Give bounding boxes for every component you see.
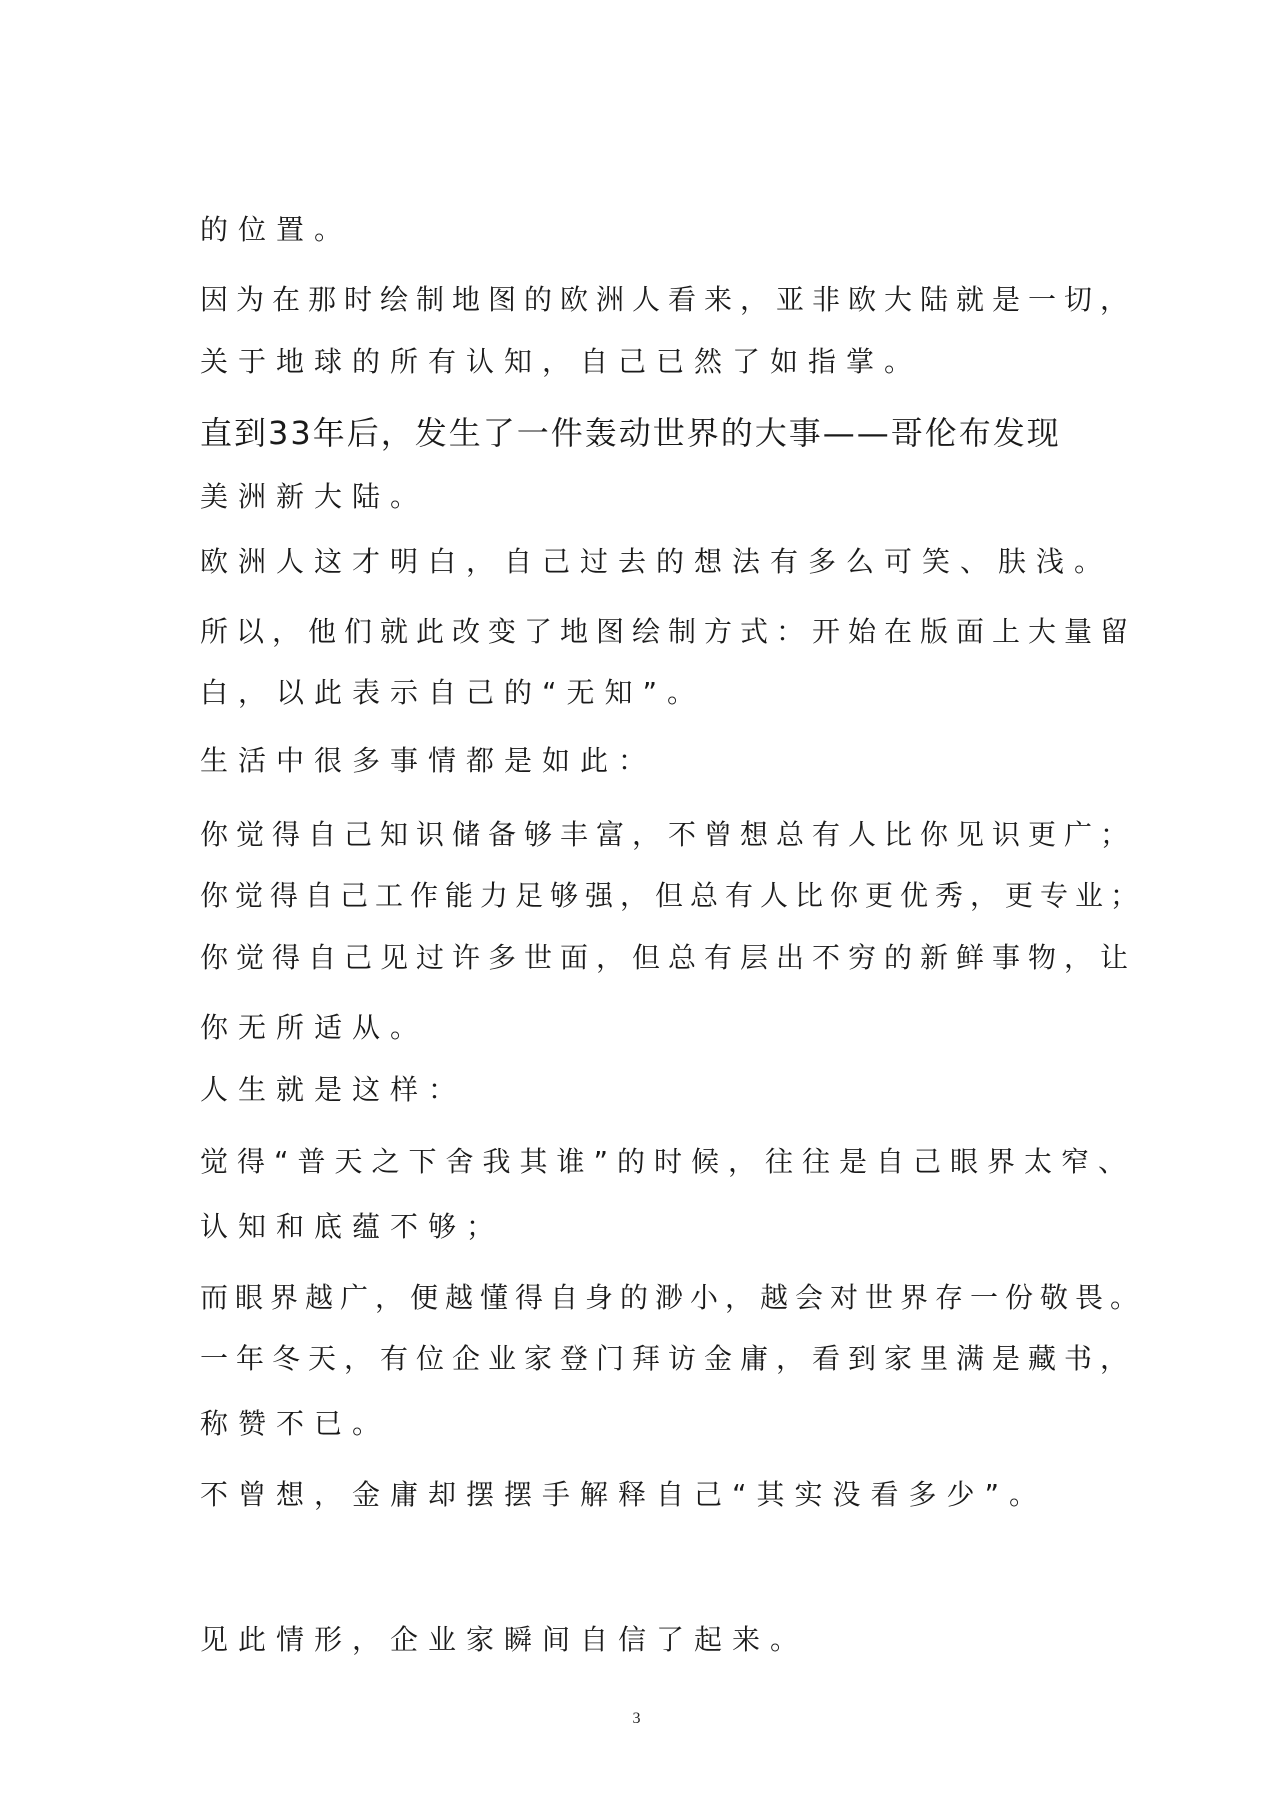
text-line: 白，以此表示自己的“无知”。	[200, 676, 706, 709]
text-line: 认知和底蕴不够；	[200, 1210, 505, 1243]
text-line: 称赞不已。	[200, 1407, 391, 1440]
text-line: 关于地球的所有认知，自己已然了如指掌。	[200, 345, 923, 378]
text-line: 见此情形，企业家瞬间自信了起来。	[200, 1623, 809, 1656]
text-line: 不曾想，金庸却摆摆手解释自己“其实没看多少”。	[200, 1478, 1048, 1511]
text-line: 而眼界越广，便越懂得自身的渺小，越会对世界存一份敬畏。	[200, 1281, 1146, 1314]
text-line: 觉得“普天之下舍我其谁”的时候，往往是自己眼界太窄、	[200, 1145, 1136, 1178]
text-line: 因为在那时绘制地图的欧洲人看来，亚非欧大陆就是一切，	[200, 283, 1137, 316]
text-line: 你无所适从。	[200, 1011, 429, 1044]
page-number: 3	[632, 1710, 641, 1727]
text-line: 欧洲人这才明白，自己过去的想法有多么可笑、肤浅。	[200, 545, 1113, 578]
text-line: 你觉得自己知识储备够丰富，不曾想总有人比你见识更广；	[200, 818, 1137, 851]
text-line: 一年冬天，有位企业家登门拜访金庸，看到家里满是藏书，	[200, 1342, 1137, 1375]
text-line: 直到33年后，发生了一件轰动世界的大事——哥伦布发现	[200, 414, 1061, 452]
text-line: 美洲新大陆。	[200, 480, 429, 513]
text-line: 你觉得自己见过许多世面，但总有层出不穷的新鲜事物，让	[200, 941, 1137, 974]
text-line: 所以，他们就此改变了地图绘制方式：开始在版面上大量留	[200, 615, 1137, 648]
text-line: 的位置。	[200, 213, 353, 246]
text-line: 人生就是这样：	[200, 1073, 467, 1106]
text-line: 你觉得自己工作能力足够强，但总有人比你更优秀，更专业；	[200, 879, 1146, 912]
text-line: 生活中很多事情都是如此：	[200, 744, 657, 777]
